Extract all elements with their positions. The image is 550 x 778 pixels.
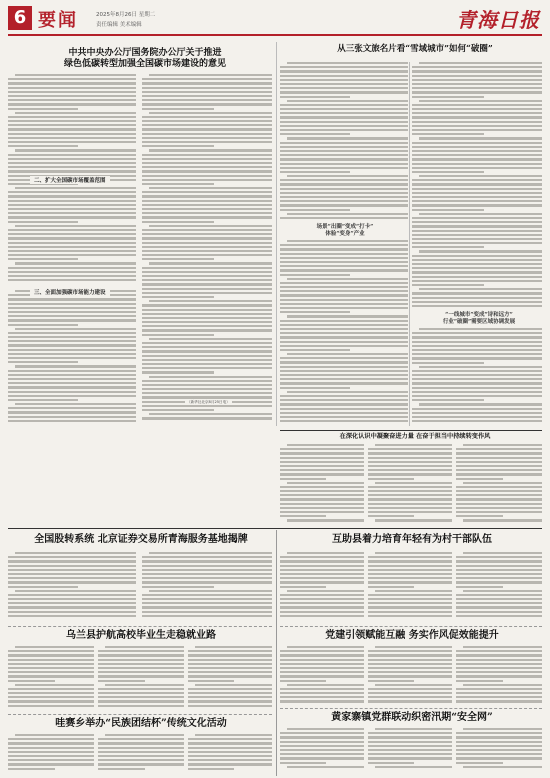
article-2-subtitle-1-line-2: 体验“变身”产业 [325, 231, 365, 237]
section-title: 要闻 [38, 10, 78, 31]
article-1-section-2: 二、扩大全国碳市场覆盖范围 [30, 176, 110, 184]
article-1-body-col-2 [142, 74, 272, 426]
article-2-subtitle-2 [420, 312, 538, 326]
article-5-body-col-2 [368, 552, 452, 622]
column-divider-1 [276, 42, 277, 426]
article-5-body-col-1 [280, 552, 364, 622]
article-2-body-col-1b [280, 240, 408, 426]
article-1-footnote: （新华社北京8月25日电） [187, 400, 230, 404]
article-6-body-col-1 [8, 646, 94, 712]
article-9-headline: 黄家寨镇党群联动织密汛期“安全网” [331, 712, 493, 723]
article-3-headline: 在深化认识中凝聚奋进力量 在奋于担当中持续转变作风 [339, 433, 491, 440]
article-6-body-col-3 [188, 646, 272, 712]
page-number: 6 [8, 6, 32, 30]
article-1-headline [50, 48, 240, 70]
article-7-headline: 党建引领赋能互融 务实作风促效能提升 [325, 630, 499, 641]
article-divider-4 [280, 708, 542, 709]
article-4-body-col-1 [8, 552, 136, 622]
article-4-body-col-2 [142, 552, 272, 622]
article-1-title-line-2: 绿色低碳转型加强全国碳市场建设的意见 [63, 59, 226, 69]
article-divider-1 [8, 626, 272, 627]
article-2-body-col-2 [412, 62, 542, 312]
article-8-body-col-1 [8, 734, 94, 774]
article-8-body-col-3 [188, 734, 272, 774]
article-divider-3 [280, 626, 542, 627]
article-3-body-col-1 [280, 444, 364, 524]
article-9-body-col-3 [456, 728, 542, 774]
article-8-headline: 哇赛乡举办“民族团结杯”传统文化活动 [55, 718, 227, 729]
article-2-headline: 从三张文旅名片看“雪域城市”如何“破圈” [337, 44, 493, 54]
article-6-body-col-2 [98, 646, 184, 712]
article-2-subtitle-1 [290, 224, 400, 238]
article-1-title-line-1: 中共中央办公厅国务院办公厅关于推进 [68, 48, 222, 58]
section-rule-1 [280, 430, 542, 431]
article-4-headline: 全国股转系统 北京证券交易所青海服务基地揭牌 [34, 534, 248, 545]
article-2-subtitle-1-line-1: 场景“出圈”变成“打卡” [316, 224, 374, 230]
article-5-headline: 互助县着力培育年轻有为村干部队伍 [332, 534, 492, 545]
article-2-body-col-1 [280, 62, 408, 222]
article-7-body-col-3 [456, 646, 542, 706]
article-1-section-3: 三、全面加强碳市场能力建设 [30, 288, 110, 296]
masthead-logo: 青海日报 [456, 8, 540, 32]
header-rule [8, 34, 542, 36]
article-2-subtitle-2-line-1: “一线城市”变成“诗和远方” [445, 312, 513, 318]
article-1-body-col-1b [8, 290, 136, 425]
page-header [8, 4, 542, 36]
article-6-headline: 乌兰县护航高校毕业生走稳就业路 [66, 630, 216, 641]
article-9-body-col-2 [368, 728, 452, 774]
article-3-body-col-3 [456, 444, 542, 524]
article-8-body-col-2 [98, 734, 184, 774]
editor-credits: 责任编辑 美术编辑 [96, 22, 142, 28]
article-9-body-col-1 [280, 728, 364, 774]
article-2-subtitle-2-line-2: 行业“破圈”需要区域协调发展 [442, 319, 516, 325]
issue-date: 2025年8月26日 星期二 [96, 12, 156, 18]
column-divider-2 [409, 62, 410, 426]
article-3-body-col-2 [368, 444, 452, 524]
article-7-body-col-1 [280, 646, 364, 706]
article-divider-2 [8, 714, 272, 715]
section-rule-2 [8, 528, 542, 529]
article-7-body-col-2 [368, 646, 452, 706]
article-2-body-col-2b [412, 328, 542, 426]
column-divider-3 [276, 530, 277, 776]
article-5-body-col-3 [456, 552, 542, 622]
